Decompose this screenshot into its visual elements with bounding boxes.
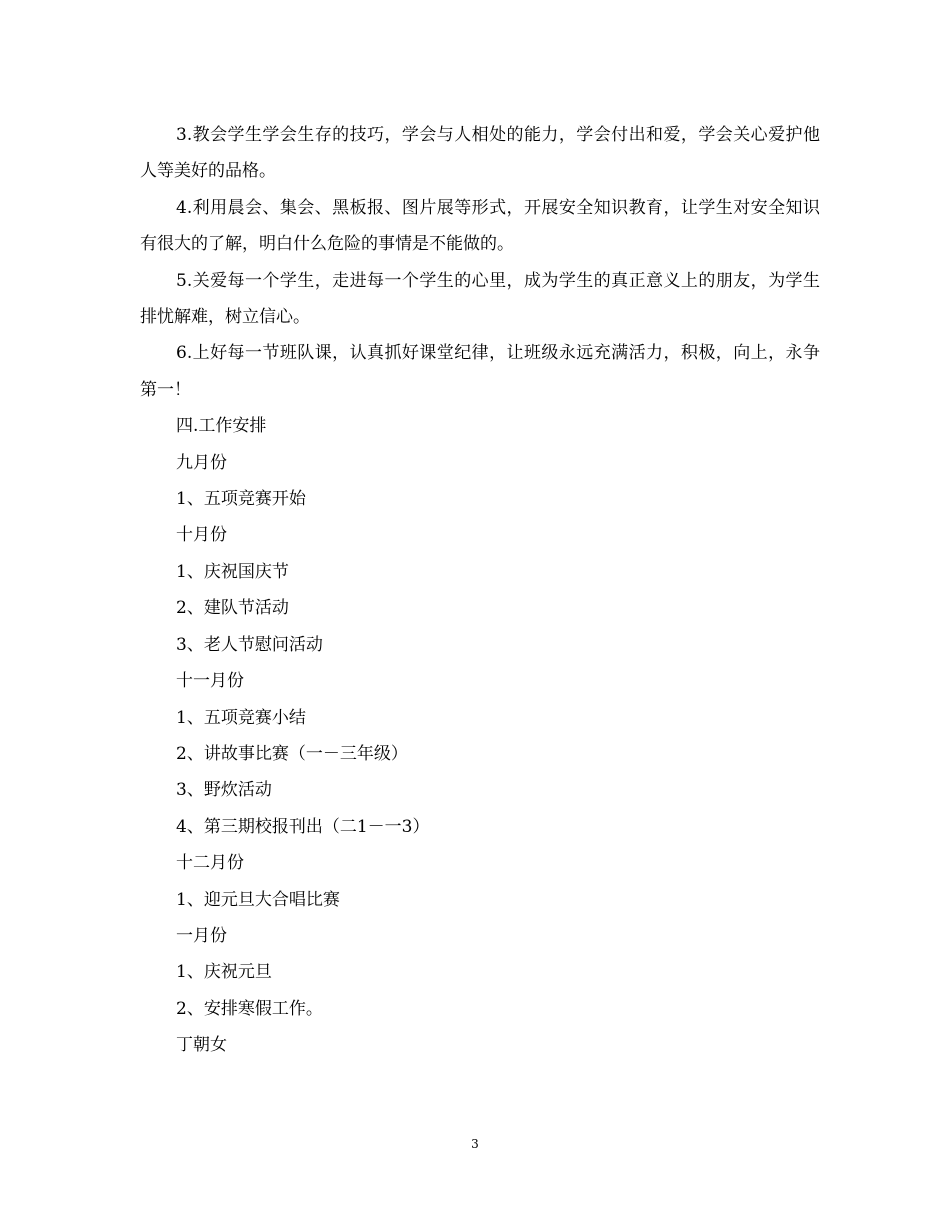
schedule-item: 4、第三期校报刊出（二1－一3） bbox=[176, 816, 430, 837]
author-signature: 丁朝女 bbox=[176, 1035, 227, 1056]
schedule-item: 1、迎元旦大合唱比赛 bbox=[176, 889, 340, 910]
schedule-item: 2、建队节活动 bbox=[176, 598, 289, 619]
page-number: 3 bbox=[471, 1137, 479, 1151]
document-body bbox=[140, 117, 820, 1064]
section-heading: 四.工作安排 bbox=[176, 416, 267, 437]
schedule-item: 3、野炊活动 bbox=[176, 780, 272, 801]
month-heading-december: 十二月份 bbox=[176, 853, 244, 874]
schedule-item: 2、安排寒假工作。 bbox=[176, 998, 323, 1019]
month-heading-january: 一月份 bbox=[176, 925, 227, 946]
schedule-list bbox=[140, 445, 820, 1028]
schedule-item: 2、讲故事比赛（一－三年级） bbox=[176, 743, 408, 764]
paragraph-item-4: 4.利用晨会、集会、黑板报、图片展等形式，开展安全知识教育，让学生对安全知识有很大的了解，明白什么危险的事情是不能做的。 bbox=[140, 197, 820, 255]
paragraph-item-5: 5.关爱每一个学生，走进每一个学生的心里，成为学生的真正意义上的朋友，为学生排忧解难，树立信心。 bbox=[140, 270, 820, 328]
schedule-item: 1、五项竞赛开始 bbox=[176, 489, 306, 510]
paragraph-item-3: 3.教会学生学会生存的技巧，学会与人相处的能力，学会付出和爱，学会关心爱护他人等美好的品格。 bbox=[140, 125, 820, 182]
schedule-item: 1、庆祝元旦 bbox=[176, 962, 272, 983]
schedule-item: 3、老人节慰问活动 bbox=[176, 634, 323, 655]
schedule-item: 1、五项竞赛小结 bbox=[176, 707, 306, 728]
month-heading-september: 九月份 bbox=[176, 452, 227, 473]
month-heading-october: 十月份 bbox=[176, 525, 227, 546]
schedule-item: 1、庆祝国庆节 bbox=[176, 561, 289, 582]
paragraph-item-6: 6.上好每一节班队课，认真抓好课堂纪律，让班级永远充满活力，积极，向上，永争第一！ bbox=[140, 343, 820, 400]
month-heading-november: 十一月份 bbox=[176, 671, 244, 692]
